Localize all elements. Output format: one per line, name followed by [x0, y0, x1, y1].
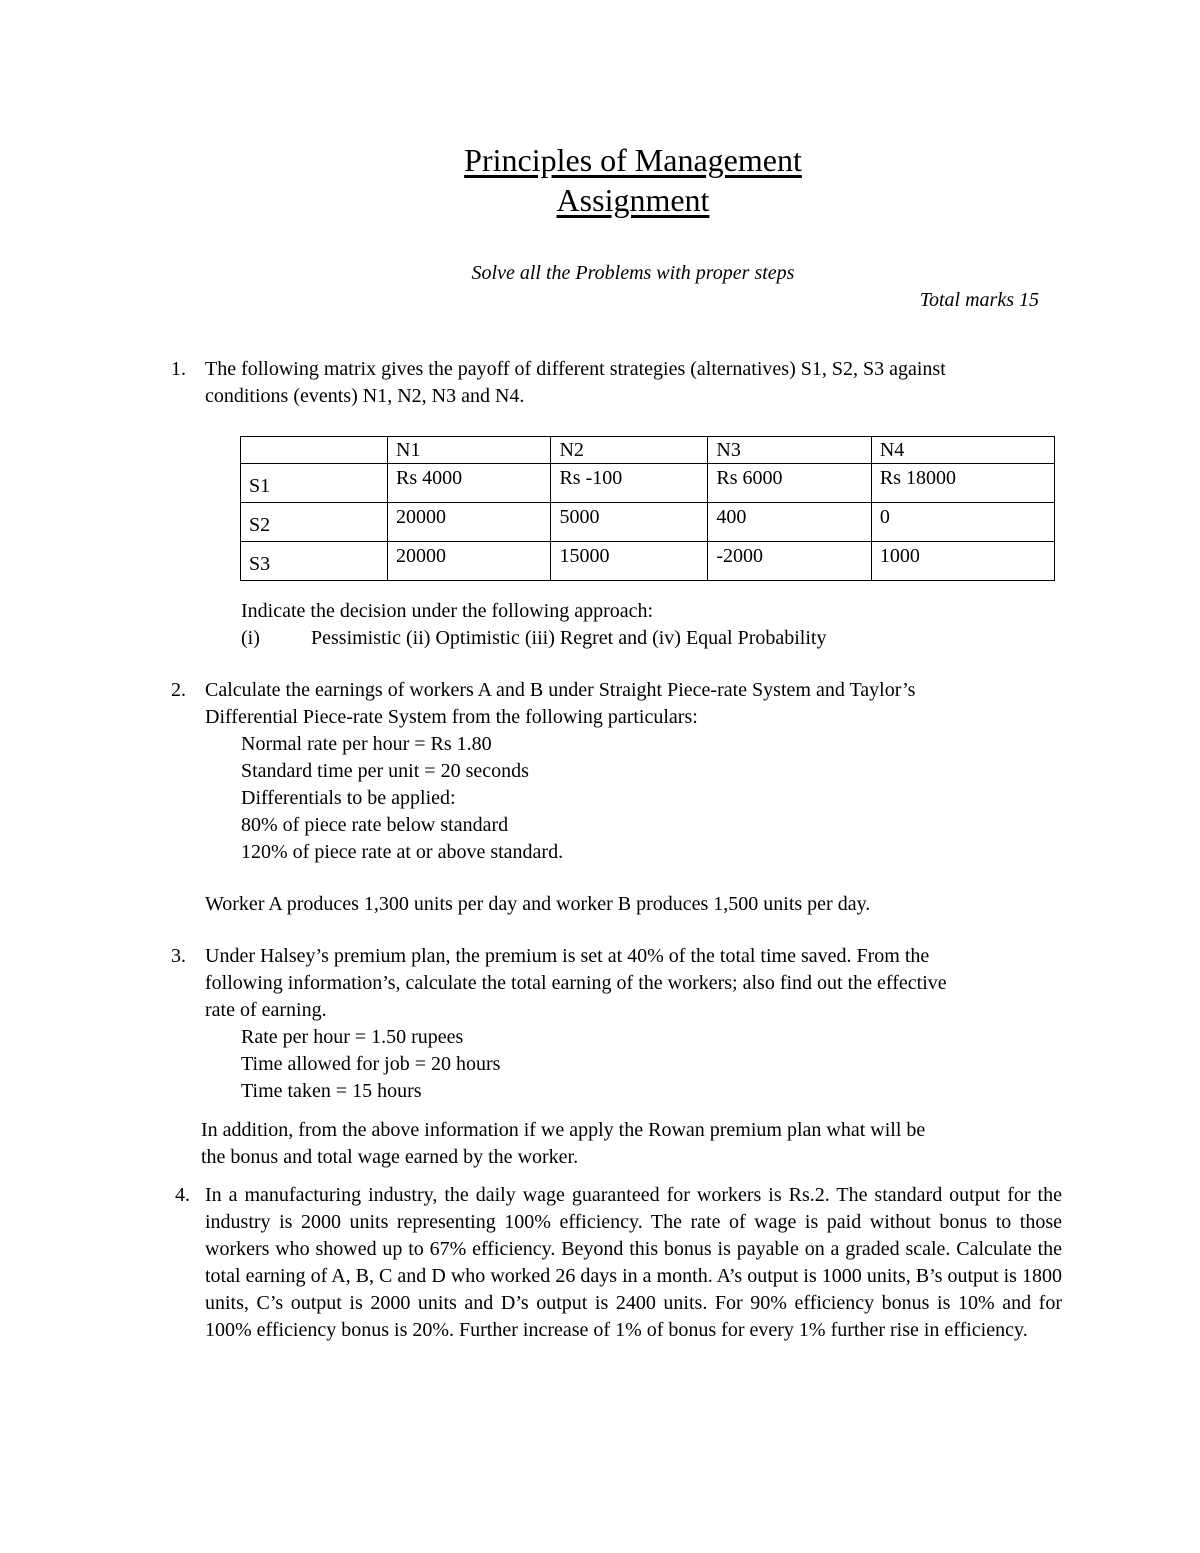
table-header-row — [241, 437, 1055, 464]
table-cell: 20000 — [388, 503, 551, 542]
q2-line-2: Differential Piece-rate System from the following particulars: — [205, 706, 698, 728]
q2-item: Standard time per unit = 20 seconds — [241, 760, 529, 782]
table-cell: 5000 — [551, 503, 708, 542]
table-row — [241, 503, 1055, 542]
q3-item: Rate per hour = 1.50 rupees — [241, 1026, 464, 1048]
q2-number: 2. — [171, 679, 186, 701]
q4-number: 4. — [175, 1184, 190, 1206]
table-cell: 1000 — [871, 542, 1054, 581]
table-cell: Rs -100 — [551, 464, 708, 503]
table-cell: Rs 6000 — [708, 464, 871, 503]
q1-indicate: Indicate the decision under the following approach: — [241, 600, 654, 622]
title-line-1: Principles of Management — [464, 142, 802, 178]
q1-approach-text: Pessimistic (ii) Optimistic (iii) Regret and (iv) Equal Probability — [311, 627, 827, 649]
row-label: S1 — [241, 464, 388, 503]
table-cell: 15000 — [551, 542, 708, 581]
table-cell: Rs 18000 — [871, 464, 1054, 503]
q1-number: 1. — [171, 358, 186, 380]
title-line-2: Assignment — [556, 182, 710, 218]
q1-line-1: The following matrix gives the payoff of different strategies (alternatives) S1, S2, S3 against — [205, 358, 946, 380]
q2-line-1: Calculate the earnings of workers A and B under Straight Piece-rate System and Taylor’s — [205, 679, 916, 701]
table-header-cell: N4 — [871, 437, 1054, 464]
total-marks: Total marks 15 — [919, 289, 1039, 311]
table-cell: 20000 — [388, 542, 551, 581]
q2-worker-line: Worker A produces 1,300 units per day and worker B produces 1,500 units per day. — [205, 893, 871, 915]
q3-number: 3. — [171, 945, 186, 967]
row-label: S3 — [241, 542, 388, 581]
q3-line-3: rate of earning. — [205, 999, 327, 1021]
q3-line-2: following information’s, calculate the total earning of the workers; also find out the effective — [205, 972, 947, 994]
table-cell: 0 — [871, 503, 1054, 542]
table-header-cell: N3 — [708, 437, 871, 464]
q1-approach-number: (i) — [241, 627, 260, 649]
table-cell: -2000 — [708, 542, 871, 581]
q2-item: 80% of piece rate below standard — [241, 814, 509, 836]
q3-line-1: Under Halsey’s premium plan, the premium is set at 40% of the total time saved. From the — [205, 945, 930, 967]
table-header-cell — [241, 437, 388, 464]
table-row — [241, 464, 1055, 503]
row-label: S2 — [241, 503, 388, 542]
q3-item: Time allowed for job = 20 hours — [241, 1053, 501, 1075]
q4-text: In a manufacturing industry, the daily wage guaranteed for workers is Rs.2. The standard output for the industry is 2000 units representing 100% efficiency. The rate of wage is paid without bonus to those workers who showed up to 67% efficiency. Beyond this bonus is payable on a graded scale. Calculate the total earning of A, B, C and D who worked 26 days in a month. A’s output is 1000 units, B’s output is 1800 units, C’s output is 2000 units and D’s output is 2400 units. For 90% efficiency bonus is 10% and for 100% efficiency bonus is 20%. Further increase of 1% of bonus for every 1% further rise in efficiency. — [205, 1184, 1062, 1341]
q2-item: 120% of piece rate at or above standard. — [241, 841, 564, 863]
table-cell: Rs 4000 — [388, 464, 551, 503]
payoff-table — [240, 436, 1055, 581]
q1-line-2: conditions (events) N1, N2, N3 and N4. — [205, 385, 525, 407]
table-header-cell: N2 — [551, 437, 708, 464]
q2-item: Differentials to be applied: — [241, 787, 456, 809]
table-row — [241, 542, 1055, 581]
q2-item: Normal rate per hour = Rs 1.80 — [241, 733, 492, 755]
q3-item: Time taken = 15 hours — [241, 1080, 422, 1102]
q3-rowan-line-1: In addition, from the above information if we apply the Rowan premium plan what will be — [201, 1119, 926, 1141]
table-cell: 400 — [708, 503, 871, 542]
table-header-cell: N1 — [388, 437, 551, 464]
q3-rowan-line-2: the bonus and total wage earned by the worker. — [201, 1146, 579, 1168]
subtitle: Solve all the Problems with proper steps — [471, 262, 795, 284]
